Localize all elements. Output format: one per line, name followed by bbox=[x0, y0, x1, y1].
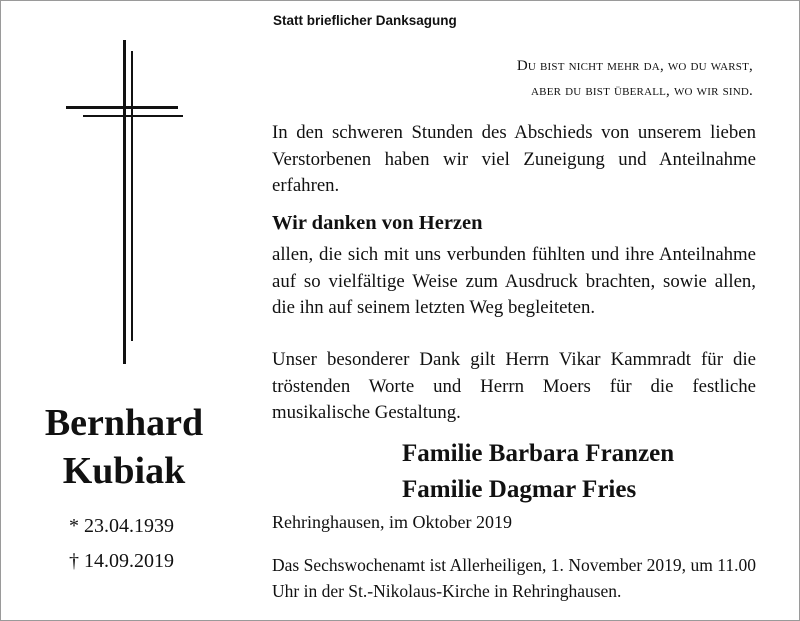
quote-line-2: aber du bist überall, wo wir sind. bbox=[531, 83, 753, 99]
place-date: Rehringhausen, im Oktober 2019 bbox=[272, 512, 512, 532]
thanks-title: Wir danken von Herzen bbox=[272, 212, 483, 234]
death-date: † 14.09.2019 bbox=[69, 550, 174, 572]
cross-icon bbox=[61, 37, 185, 367]
family-signature: Familie Barbara Franzen bbox=[402, 440, 675, 467]
deceased-first-name: Bernhard bbox=[44, 402, 204, 444]
notice-heading: Statt brieflicher Danksagung bbox=[273, 13, 457, 28]
intro-paragraph: In den schweren Stunden des Abschieds von unserem lieben Verstorbenen haben wir viel Zuneigung und Anteilnahme erfahren. bbox=[272, 122, 756, 196]
family-signature: Familie Dagmar Fries bbox=[402, 476, 637, 503]
service-info: Das Sechswochenamt ist Allerheiligen, 1. November 2019, um 11.00 Uhr in der St.-Nikolaus-Kirche in Rehringhausen. bbox=[272, 555, 756, 601]
birth-date: * 23.04.1939 bbox=[69, 515, 174, 537]
special-thanks-paragraph: Unser besonderer Dank gilt Herrn Vikar Kammradt für die tröstenden Worte und Herrn Moers für die festliche musikalische Gestaltung. bbox=[272, 349, 756, 423]
thanks-paragraph: allen, die sich mit uns verbunden fühlten und ihre Anteilnahme auf so vielfältige Weise zum Ausdruck brachten, sowie allen, die ihn auf seinem letzten Weg begleiteten. bbox=[272, 244, 756, 318]
quote-line-1: Du bist nicht mehr da, wo du warst, bbox=[516, 58, 753, 74]
deceased-last-name: Kubiak bbox=[62, 450, 186, 492]
